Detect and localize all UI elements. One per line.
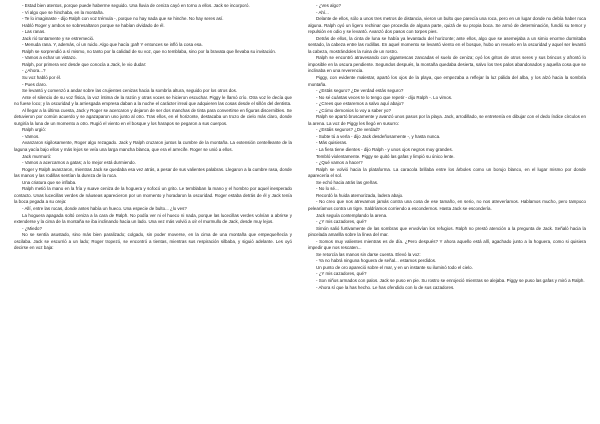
paragraph: Ralph se apartó bruscamente y avanzó unos pasos por la playa. Jack, arrodillado, se entretenía en dibujar con el dedo índice círculos en la arena. La voz de Piggy les llegó en susurro:: [308, 114, 586, 126]
right-text-column: [308, 3, 586, 424]
paragraph: - Subte tú a verla - dijo Jack desdeñosamente -, y hasta nunca.: [316, 133, 441, 139]
paragraph: Se echó hacia atrás las greñas.: [316, 179, 379, 185]
paragraph: Al llegar a la última cuesta, Jack y Roger se acercaron y dejaron de ser dos manchas de tinta para convertirse en figuras discernibles. Se detuvieron por común acuerdo y se agazaparon uno junto al otro. Tras ellos, en el horizonte, destacaba un trozo de cielo más claro, donde surgiría la luna de un momento a otro. Rugió el viento en el bosque y los harapos se pegaron a sus cuerpos.: [14, 107, 292, 126]
paragraph: Ralph se volvió hacia la plataforma. La caracola brillaba entre los árboles como un borujo blanco, en el lugar mismo por donde aparecería el sol.: [308, 166, 586, 179]
paragraph: - ¿Ahora...?: [22, 68, 46, 74]
paragraph: - ¿Y mis cazadores, qué?: [316, 271, 367, 277]
paragraph: - Las ranas.: [22, 29, 46, 35]
paragraph: Un punto de oro apareció sobre el mar, y en un instante su iluminó todo el cielo.: [316, 264, 473, 270]
paragraph: - Vamos a acercarnos a gatas; a lo mejor está durmiendo.: [22, 160, 136, 166]
paragraph: Jack seguía contemplando la arena.: [316, 212, 388, 218]
paragraph: Piggy, con evidente malestar, apartó los ojos de la playa, que empezaba a reflejar la luz pálida del alba, y los alzó hacia la sombría montaña.: [308, 75, 586, 87]
paragraph: Una criatura que se inflaba.: [22, 179, 77, 185]
paragraph: - ¿Ves algo?: [316, 3, 341, 8]
paragraph: Ralph se sorprendió a sí mismo, no tanto por la calidad de su voz, que no temblaba, sino por la bravata que llevaba su invitación.: [22, 48, 277, 54]
paragraph: - Ahí...: [316, 9, 329, 15]
paragraph: - Vamos.: [22, 133, 40, 139]
paragraph: - ¿Miedo?: [22, 225, 42, 231]
paragraph: No se sentía asustado, sino más bien paralizado; colgado, sin poder moverse, en la cima de una montaña que empequeñecía y oscilaba. Jack se escurrió a un lado; Roger tropezó, se encontró a tientas, mientras sus respiración silbaba, y siguió adelante. Les oyó decirse en voz baja:: [14, 232, 292, 251]
paragraph: - Vi algo que se hinchaba, en la montaña.: [22, 9, 104, 15]
paragraph: - Te lo imaginaste - dijo Ralph con voz trémula -, porque no hay nada que se hinche. No hay seres así.: [22, 16, 224, 22]
paragraph: - Somos muy valientes mientras es de día. ¿Pero después? Y ahora aquello está allí, agachado junto a la hoguera, como si quisiera impedir que nos rescaten...: [308, 238, 586, 251]
paragraph: - ¿Y mis cazadores, qué?: [316, 219, 367, 225]
paragraph: - ¿Crees que estaremos a salvo aquí abajo?: [316, 101, 404, 107]
paragraph: - Son niños armados con palos. Jack se puso en pie. Su rostro se enrojeció mientras se alejaba. Piggy se puso las gafas y miró a Ralph.: [316, 277, 585, 283]
paragraph: Jack murmuró:: [22, 153, 52, 159]
paragraph: - No creo que nos atrevamos jamás contra una cosa de ese tamaño, en serio, no nos atreveríamos. Hablamos mucho, pero tampoco pelearíamos contra un tigre. Saldríamos corriendo a escondernos. Hasta Jack se escondería.: [308, 199, 586, 211]
paragraph: Su voz habló por él.: [22, 75, 62, 81]
paragraph: Recordó la huida atemorizada, ladera abajo.: [316, 192, 404, 198]
paragraph: Delante de ellos, sólo a unos tres metros de distancia, vieron un bulto que parecía una roca, pero en un lugar donde no debía haber roca alguna. Ralph oyó un ligero rechinar que procedía de alguna parte, quizá de su propia boca. Se armó de determinación, fundió su temor y repulsión en odio y se levantó. Avanzó dos pasos con torpes pies.: [308, 16, 586, 35]
paragraph: Tembló violentamente. Piggy se quitó las gafas y limpió su único lente.: [316, 153, 455, 159]
paragraph: Se levantó y comenzó a andar sobre las crujientes cenizas hacia la sombría altura, seguido por los otros dos.: [22, 88, 238, 94]
paragraph: - Pues claro.: [22, 81, 47, 87]
paragraph: Ralph metió la mano en la fría y suave ceniza de la hoguera y sofocó un grito. Le temblaban la mano y el hombro por aquel inesperado contacto. Unas lucecillas verdes de náuseas aparecieron por un momento y horadaron la oscuridad. Roger estaba detrás de él y Jack tenía la boca pegada a su oreja:: [14, 186, 292, 205]
paragraph: - ¿Estáis seguros? ¿De verdad?: [316, 127, 380, 133]
paragraph: - ¿Estás seguro? ¿De verdad estás seguro?: [316, 88, 404, 94]
paragraph: - Ahora sí que la has hecho. Le has ofendido con lo de sus cazadores.: [316, 284, 455, 290]
paragraph: Jack rió tontamente y se estremeció.: [22, 35, 95, 41]
paragraph: - Allí, entre las rocas, donde antes había un hueco. Una especie de bulto... ¿lo ves?: [22, 205, 187, 211]
paragraph: - Menuda rana. Y, además, oí un ruido. Algo que hacía ¡paf! Y entonces se infló la cosa esa.: [22, 42, 203, 48]
paragraph: Se retorcía las manos sin darse cuenta. Elevó la voz:: [316, 251, 421, 257]
paragraph: La hoguera apagada soltó ceniza a la cara de Ralph. No podía ver ni el hueco ni nada, porque las lucecillas verdes volvían a abrirse y extenderse y la cima de la montaña se iba inclinando hacia un lado. Una vez más volvió a oír el murmullo de Jack, desde muy lejos.: [14, 212, 292, 225]
paragraph: Ralph, por primera vez desde que conocía a Jack, le vio dudar:: [22, 61, 147, 67]
paragraph: Habló Roger y ambos se sobresaltaron porque se habían olvidado de él.: [22, 22, 165, 28]
paragraph: - Estad bien atentos, porque puede haberme seguido. Una lluvia de ceniza cayó en torno a ellos. Jack se incorporó.: [22, 3, 250, 8]
paragraph: Ralph urgió:: [22, 127, 46, 133]
paragraph: Roger y Ralph avanzaron, mientras Jack se quedaba esa vez atrás, a pesar de sus valientes palabras. Llegaron a la cumbre rasa, donde las manos y las rodillas sentían la dureza de la roca.: [14, 166, 292, 179]
paragraph: - ¿Cómo demonios lo voy a saber yo?: [316, 107, 391, 113]
paragraph: Avanzaron sigilosamente, Roger algo rezagado. Jack y Ralph cruzaron juntos la cumbre de la montaña. La extensión centelleante de la laguna yacía bajo ellos y más lejos se veía una larga mancha blanca, que era el arrecife. Roger se unió a ellos.: [14, 140, 292, 153]
paragraph: - No lo sé...: [316, 186, 339, 192]
paragraph: Ante el silencio de su voz física, la voz íntima de la razón y otras voces se hicieron escuchar. Piggy le llamó crío. Otra voz le decía que no fuese loco; y la oscuridad y la arriesgada empresa daban a la noche el carácter irreal que adquieren las cosas desde el sillón del dentista.: [14, 94, 292, 107]
paragraph: - Ya no habrá ninguna hoguera de señal... estamos perdidos.: [316, 258, 437, 264]
paragraph: Detrás de ellos, la cinta de luna se había ya levantado del horizonte; ante ellos, algo que se asemejaba a un simio enorme dormitaba sentado, la cabeza entre las rodillas. En aquel momento se levantó viento en el bosque, hubo un revuelo en la oscuridad y aquel ser levantó la cabeza, mostrándoles la ruina de un rostro.: [308, 35, 586, 54]
paragraph: Ralph se encontró atravesando con gigantescas zancadas el suelo de ceniza; oyó los gritos de otros seres y sus brincos y afrontó lo imposible en la oscura pendiente. Segundos después, la montaña quedaba desierta, salvo los tres palos abandonados y aquella cosa que se inclinaba en una reverencia.: [308, 55, 586, 74]
paragraph: - Más quisieras.: [316, 140, 348, 146]
paragraph: - ¿Qué vamos a hacer?: [316, 160, 363, 166]
paragraph: - La fiera tiene dientes - dijo Ralph - y unos ojos negros muy grandes.: [316, 147, 453, 153]
left-text-column: [14, 3, 292, 424]
paragraph: - No sé cuántas veces te lo tengo que repetir - dijo Ralph -. Lo vimos.: [316, 94, 453, 100]
paragraph: - Vamos a echar un vistazo.: [22, 55, 77, 61]
paragraph: Simón salió furtivamente de las sombras que envolvían los refugios. Ralph no prestó atención a la pregunta de Jack. Señaló hacia la pincelada amarilla sobre la línea del mar.: [308, 225, 586, 238]
